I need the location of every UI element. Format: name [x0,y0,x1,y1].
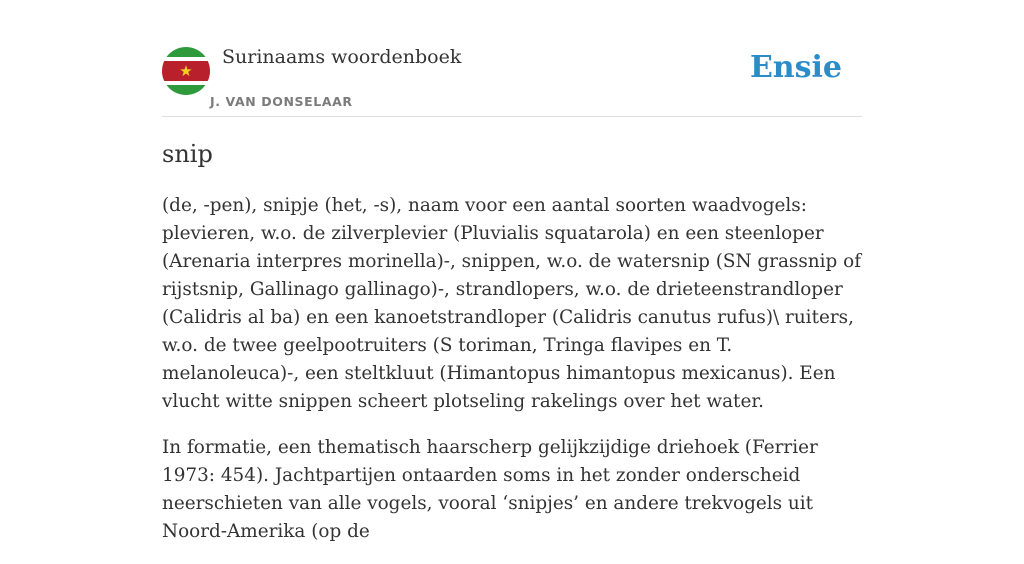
ensie-logo-link[interactable]: Ensie [749,50,842,85]
flag-stripe-green [162,47,210,57]
entry-paragraph: (de, -pen), snipje (het, -s), naam voor een aantal soorten waadvogels: plevieren, w.o. de zilverplevier (Pluvialis squatarola) en een steenloper (Arenaria interpres morinella)-, snippen, w.o. de watersnip (SN grassnip of rijstsnip, Gallinago gallinago)-, strandlopers, w.o. de drieteenstrandloper (Calidris al ba) en een kanoetstrandloper (Calidris canutus rufus)\ ruiters, w.o. de twee geelpootruiters (S toriman, Tringa flavipes en T. melanoleuca)-, een steltkluut (Himantopus himantopus mexicanus). Een vlucht witte snippen scheert plotseling rakelings over het water. [162,195,862,412]
flag-stripe-green [162,85,210,95]
entry-title: snip [162,140,213,168]
dictionary-title[interactable]: Surinaams woordenboek [222,46,462,68]
star-icon: ★ [179,62,193,80]
dictionary-header [162,44,862,117]
entry-content [162,192,862,564]
suriname-flag-icon[interactable] [162,47,210,95]
entry-paragraph: In formatie, een thematisch haarscherp gelijkzijdige driehoek (Ferrier 1973: 454). Jachtpartijen ontaarden soms in het zonder onderscheid neerschieten van alle vogels, vooral ‘snipjes’ en andere trekvogels uit Noord-Amerika (op de [162,437,818,542]
dictionary-author: J. VAN DONSELAAR [210,94,353,109]
